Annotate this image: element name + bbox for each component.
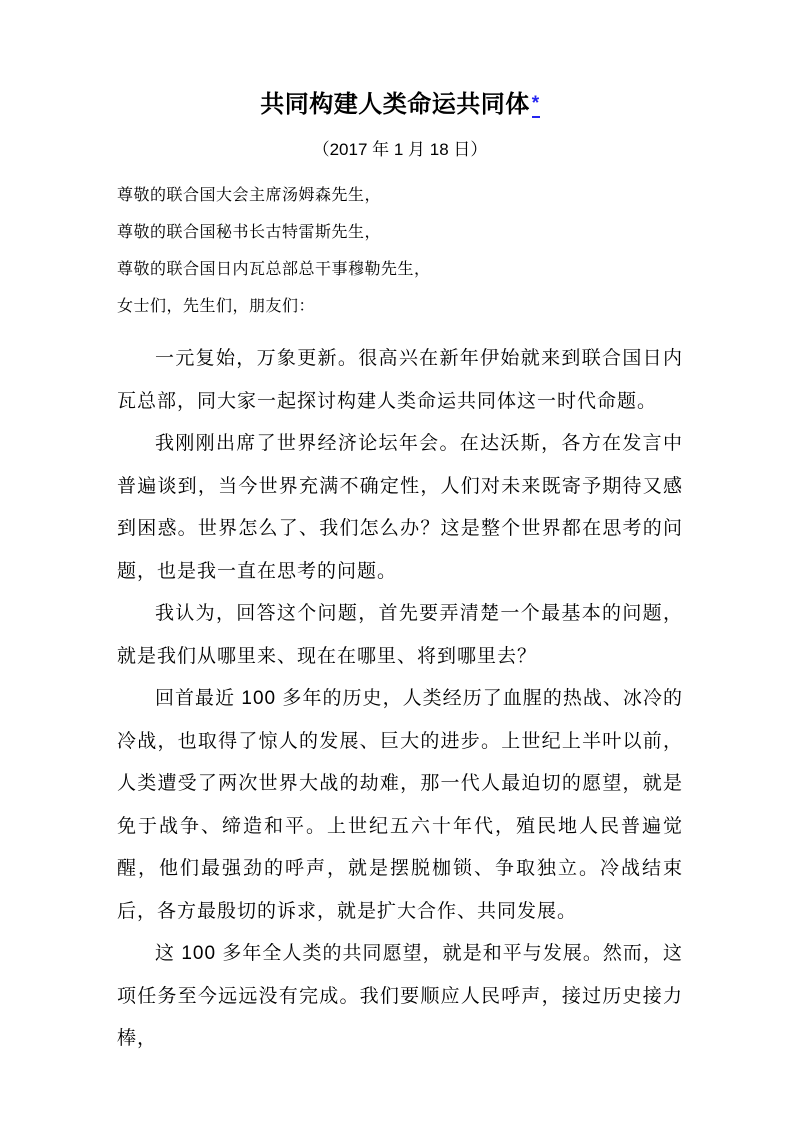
body-paragraph-2: 我刚刚出席了世界经济论坛年会。在达沃斯，各方在发言中普遍谈到，当今世界充满不确定性，人们对未来既寄予期待又感到困惑。世界怎么了、我们怎么办？这是整个世界都在思考的问题，也是我一直在思考的问题。	[117, 433, 683, 582]
document-body	[117, 338, 683, 1061]
body-paragraph-4: 回首最近 100 多年的历史，人类经历了血腥的热战、冰冷的冷战，也取得了惊人的发展、巨大的进步。上世纪上半叶以前，人类遭受了两次世界大战的劫难，那一代人最迫切的愿望，就是免于战争、缔造和平。上世纪五六十年代，殖民地人民普遍觉醒，他们最强劲的呼声，就是摆脱枷锁、争取独立。冷战结束后，各方最殷切的诉求，就是扩大合作、共同发展。	[117, 688, 683, 922]
body-paragraph-5: 这 100 多年全人类的共同愿望，就是和平与发展。然而，这项任务至今远远没有完成。我们要顺应人民呼声，接过历史接力棒，	[117, 943, 683, 1049]
salutation-line-secretary-general: 尊敬的联合国秘书长古特雷斯先生，	[117, 224, 382, 241]
salutation-line-assembly-president: 尊敬的联合国大会主席汤姆森先生，	[117, 187, 382, 204]
body-paragraph-1: 一元复始，万象更新。很高兴在新年伊始就来到联合国日内瓦总部，同大家一起探讨构建人类命运共同体这一时代命题。	[117, 348, 683, 412]
body-paragraph-3: 我认为，回答这个问题，首先要弄清楚一个最基本的问题，就是我们从哪里来、现在在哪里、将到哪里去？	[117, 603, 683, 667]
salutation-line-geneva-director: 尊敬的联合国日内瓦总部总干事穆勒先生，	[117, 261, 431, 278]
salutations-block	[117, 177, 683, 325]
salutation-line-ladies-gentlemen: 女士们，先生们，朋友们：	[117, 298, 316, 315]
footnote-asterisk-link[interactable]: *	[532, 94, 540, 118]
page-title	[117, 88, 683, 122]
page-title-text: 共同构建人类命运共同体	[260, 91, 530, 118]
document-date: （2017 年 1 月 18 日）	[312, 140, 488, 159]
